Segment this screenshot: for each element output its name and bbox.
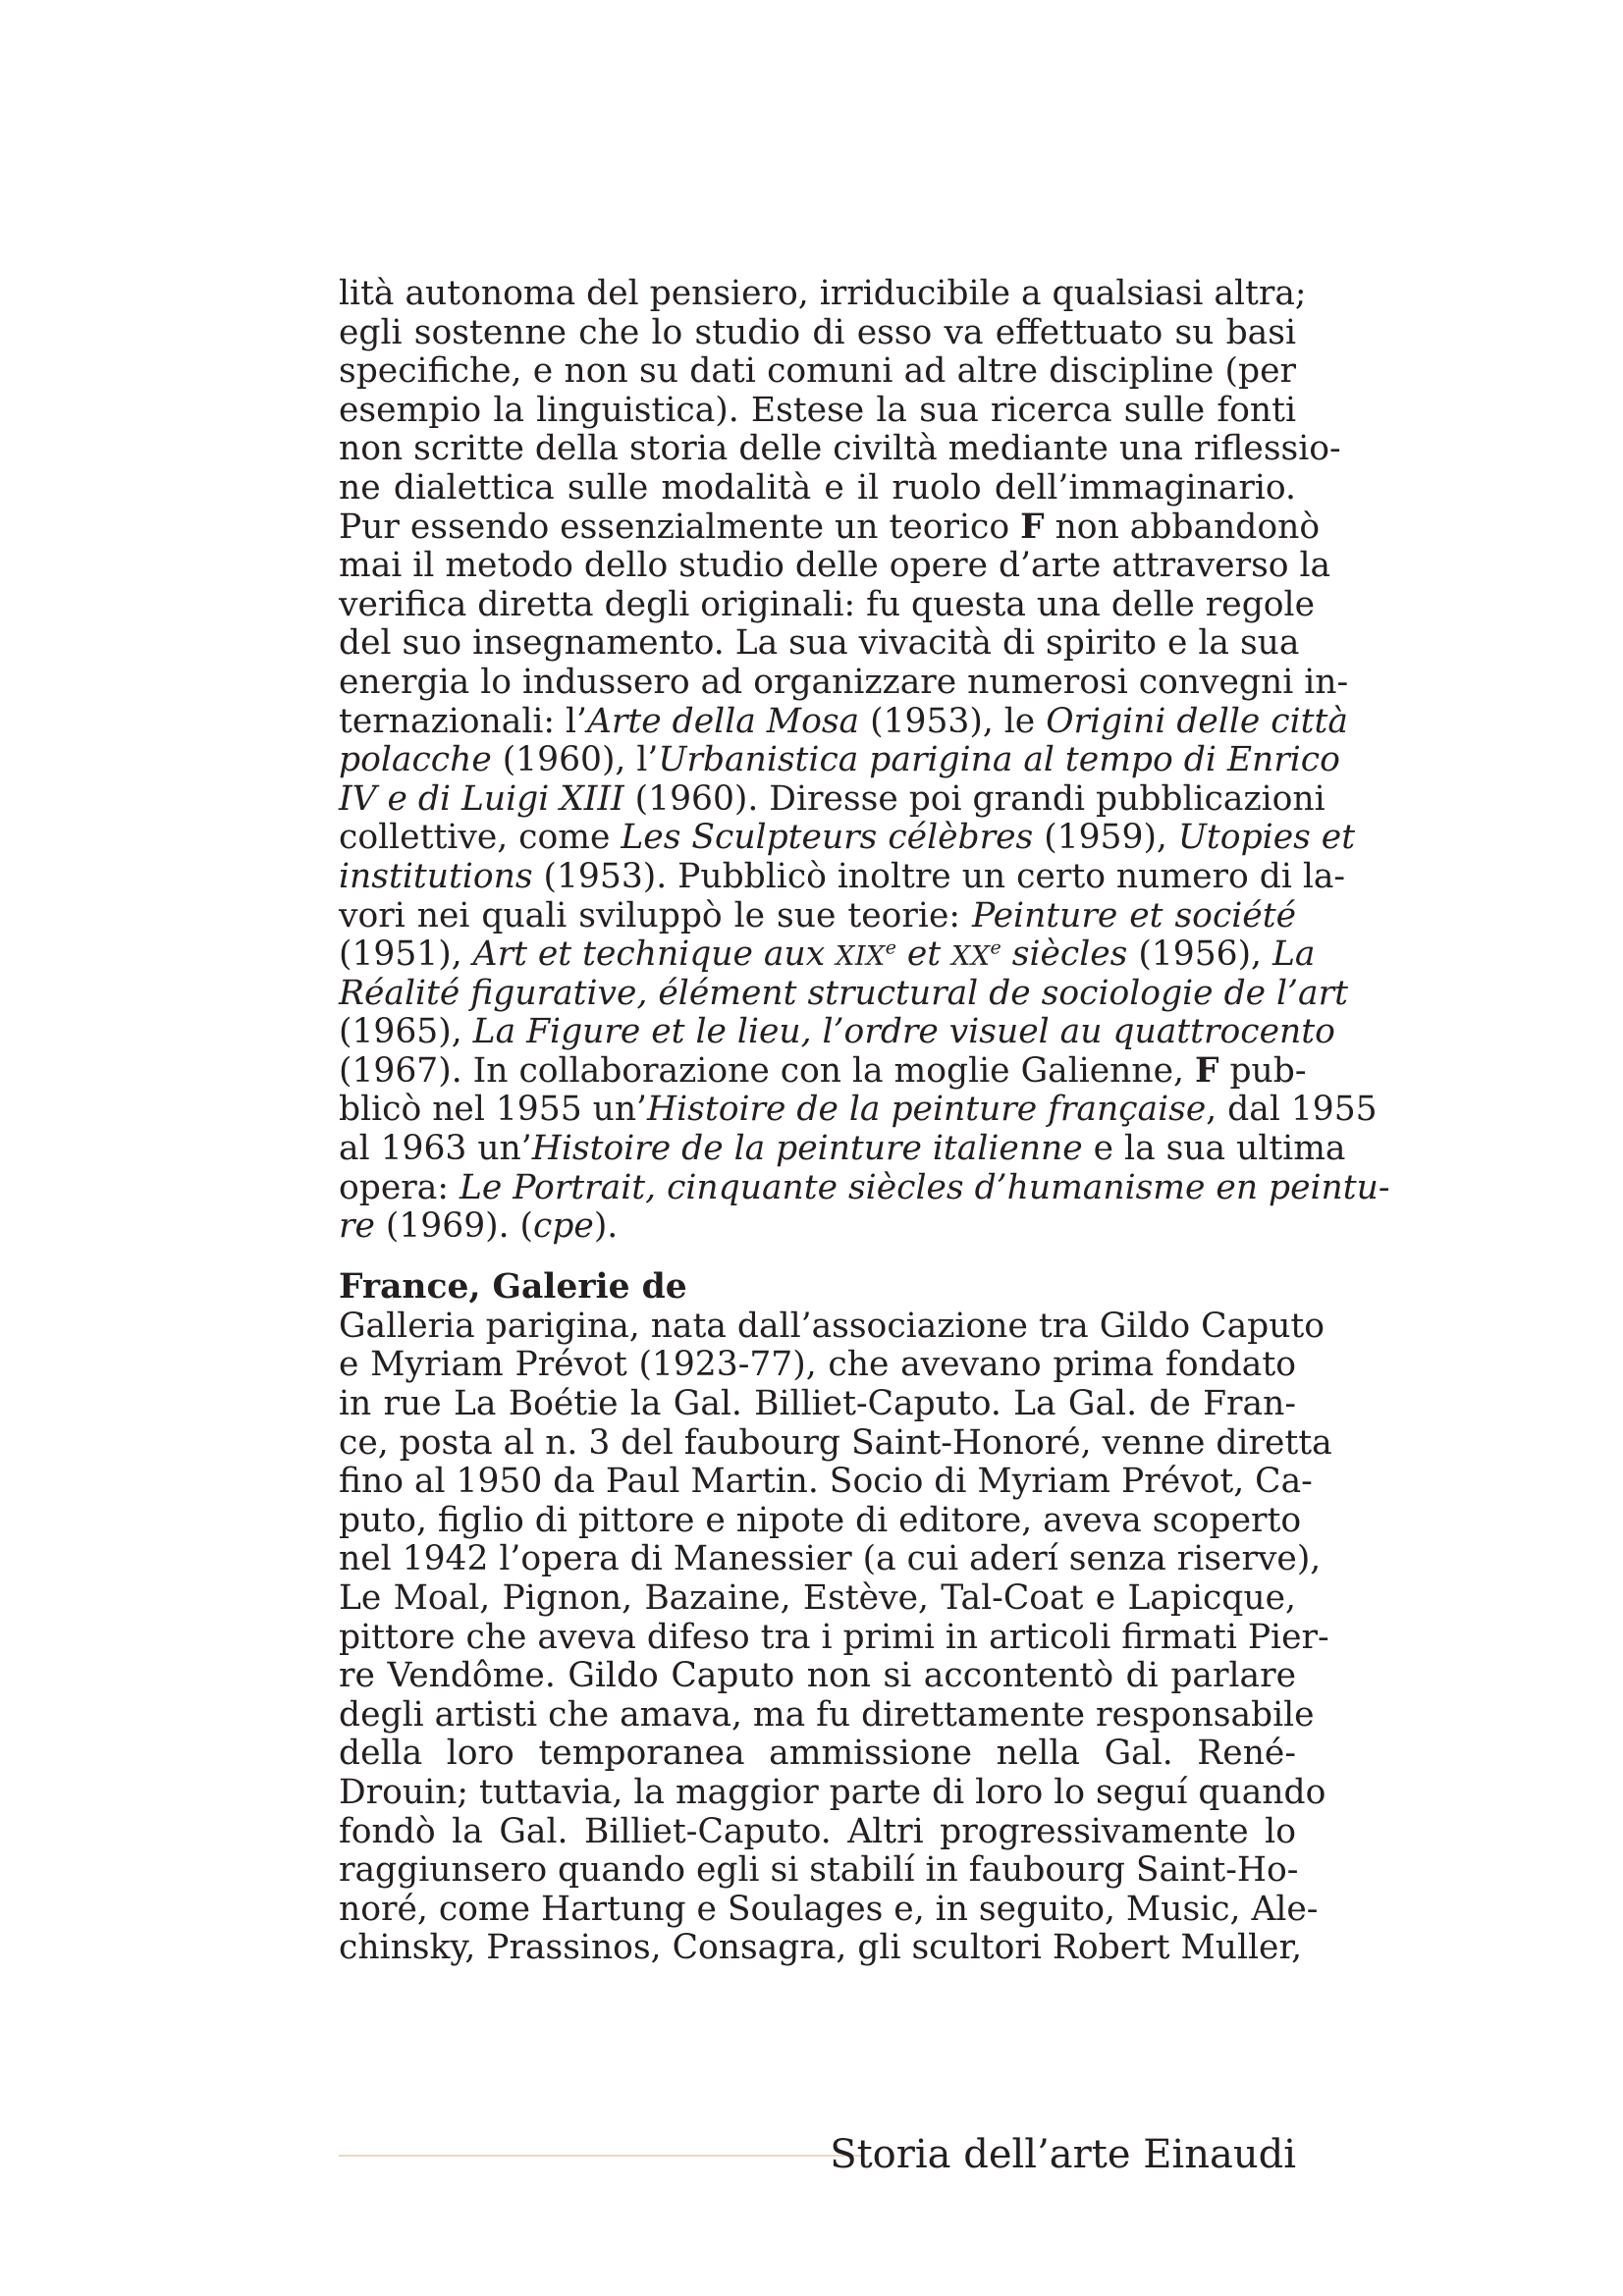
text-line — [339, 1090, 1378, 1130]
text-segment: pub- — [1218, 1050, 1307, 1091]
text-segment: non abbandonò — [1044, 507, 1321, 547]
text-line: degli artisti che amava, ma fu direttamente responsabile — [339, 1694, 1315, 1735]
text-line: in rue La Boétie la Gal. Billiet-Caputo. La Gal. de Fran- — [339, 1384, 1296, 1424]
text-line: e Myriam Prévot (1923-77), che avevano prima fondato — [339, 1345, 1296, 1385]
text-line — [339, 856, 1346, 897]
text-line — [339, 740, 1340, 780]
text-line — [339, 1050, 1307, 1092]
text-line: lità autonoma del pensiero, irriducibile a qualsiasi altra; — [339, 274, 1307, 313]
text-line: mai il metodo dello studio delle opere d’arte attraverso la — [339, 546, 1331, 586]
text-segment: (1953), le — [859, 701, 1047, 741]
text-line: energia lo indussero ad organizzare numerosi convegni in- — [339, 662, 1349, 702]
text-line — [339, 1167, 1390, 1208]
page-footer — [339, 2130, 1296, 2179]
work-title: Histoire de la peinture française — [647, 1090, 1207, 1130]
text-segment: (1967). In collaborazione con la moglie Galienne, — [339, 1050, 1185, 1091]
text-line: Drouin; tuttavia, la maggior parte di loro lo seguí quando — [339, 1772, 1326, 1812]
work-title: Le Portrait, cinquante siècles d’humanisme en peintu- — [459, 1167, 1390, 1207]
text-segment: ternazionali: l’ — [339, 701, 587, 741]
text-segment: opera: — [339, 1167, 449, 1207]
work-title: polacche — [339, 740, 492, 780]
text-line — [339, 1012, 1335, 1052]
text-column — [339, 274, 1390, 1968]
text-line: fino al 1950 da Paul Martin. Socio di Myriam Prévot, Ca- — [339, 1462, 1313, 1502]
text-segment: (1960), l’ — [491, 740, 659, 780]
work-title: Réalité figurative, élément structural de sociologie de l’art — [339, 973, 1348, 1013]
text-line: esempio la linguistica). Estese la sua ricerca sulle fonti — [339, 390, 1296, 430]
work-title: Art et technique aux XIXe et XXe siècles — [472, 934, 1128, 975]
text-line: Galleria parigina, nata dall’associazione tra Gildo Caputo — [339, 1306, 1325, 1346]
text-line — [339, 897, 1296, 936]
author-initials: cpe — [533, 1206, 594, 1247]
text-segment: , dal 1955 — [1206, 1090, 1378, 1130]
text-line: puto, figlio di pittore e nipote di editore, aveva scoperto — [339, 1500, 1302, 1540]
entry-heading: France, Galerie de — [339, 1266, 687, 1307]
footer-rule — [339, 2155, 864, 2157]
work-title: La Figure et le lieu, l’ordre visuel au quattrocento — [472, 1012, 1335, 1052]
text-segment: (1951), — [339, 934, 462, 975]
text-line: pittore che aveva difeso tra i primi in articoli firmati Pier- — [339, 1617, 1329, 1657]
text-segment: ). — [593, 1206, 619, 1247]
author-abbreviation: F — [1020, 507, 1045, 547]
text-segment: collettive, come — [339, 818, 611, 858]
work-title: Peinture et société — [971, 895, 1297, 935]
text-line: raggiunsero quando egli si stabilí in faubourg Saint-Ho- — [339, 1850, 1299, 1891]
text-line — [339, 507, 1321, 548]
text-line: chinsky, Prassinos, Consagra, gli scultori Robert Muller, — [339, 1928, 1303, 1968]
text-segment: blicò nel 1955 un’ — [339, 1090, 648, 1130]
text-segment: (1956), — [1127, 934, 1272, 975]
work-title: Les Sculpteurs célèbres — [621, 818, 1034, 858]
text-line — [339, 701, 1348, 742]
text-line: non scritte della storia delle civiltà mediante una riflessio- — [339, 429, 1341, 469]
publication-title: Storia dell’arte Einaudi — [830, 2132, 1296, 2177]
work-title: Utopies et — [1177, 818, 1356, 858]
text-segment: al 1963 un’ — [339, 1129, 532, 1169]
work-title: La — [1272, 934, 1316, 975]
text-line — [339, 778, 1325, 820]
text-segment: (1953). Pubblicò inoltre un certo numero di la- — [532, 856, 1346, 896]
text-segment: e la sua ultima — [1082, 1129, 1346, 1169]
work-title: IV e di Luigi XIII — [339, 778, 624, 819]
text-line — [339, 1207, 1296, 1247]
text-line — [339, 818, 1356, 858]
text-line: re Vendôme. Gildo Caputo non si accontentò di parlare — [339, 1656, 1296, 1696]
text-segment: (1969). ( — [374, 1206, 534, 1247]
text-line: Le Moal, Pignon, Bazaine, Estève, Tal-Coat e Lapicque, — [339, 1578, 1296, 1618]
text-line: specifiche, e non su dati comuni ad altre discipline (per — [339, 351, 1296, 392]
text-line: nel 1942 l’opera di Manessier (a cui aderí senza riserve), — [339, 1539, 1322, 1579]
work-title: institutions — [339, 856, 533, 896]
text-line: ne dialettica sulle modalità e il ruolo dell’immaginario. — [339, 467, 1296, 507]
work-title: Origini delle città — [1046, 701, 1348, 741]
text-segment: Pur essendo essenzialmente un teorico — [339, 507, 1010, 547]
text-line: ce, posta al n. 3 del faubourg Saint-Honoré, venne diretta — [339, 1422, 1332, 1463]
text-line: della loro temporanea ammissione nella Gal. René- — [339, 1734, 1296, 1774]
text-line: egli sostenne che lo studio di esso va effettuato su basi — [339, 312, 1296, 352]
work-title: Arte della Mosa — [587, 701, 860, 741]
author-abbreviation: F — [1194, 1050, 1219, 1091]
text-segment: (1959), — [1033, 818, 1178, 858]
text-line: noré, come Hartung e Soulages e, in seguito, Music, Ale- — [339, 1889, 1319, 1929]
text-line: fondò la Gal. Billiet-Caputo. Altri progressivamente lo — [339, 1811, 1296, 1851]
work-title: Urbanistica parigina al tempo di Enrico — [658, 740, 1340, 780]
text-line: del suo insegnamento. La sua vivacità di spirito e la sua — [339, 623, 1300, 664]
text-segment: (1965), — [339, 1012, 462, 1052]
text-line — [339, 973, 1348, 1014]
text-segment: (1960). Diresse poi grandi pubblicazioni — [623, 778, 1325, 819]
text-line — [339, 934, 1316, 975]
text-segment: vori nei quali sviluppò le sue teorie: — [339, 895, 960, 935]
text-line: verifica diretta degli originali: fu questa una delle regole — [339, 584, 1315, 624]
work-title: re — [339, 1206, 375, 1247]
text-line — [339, 1129, 1346, 1169]
work-title: Histoire de la peinture italienne — [531, 1129, 1083, 1169]
